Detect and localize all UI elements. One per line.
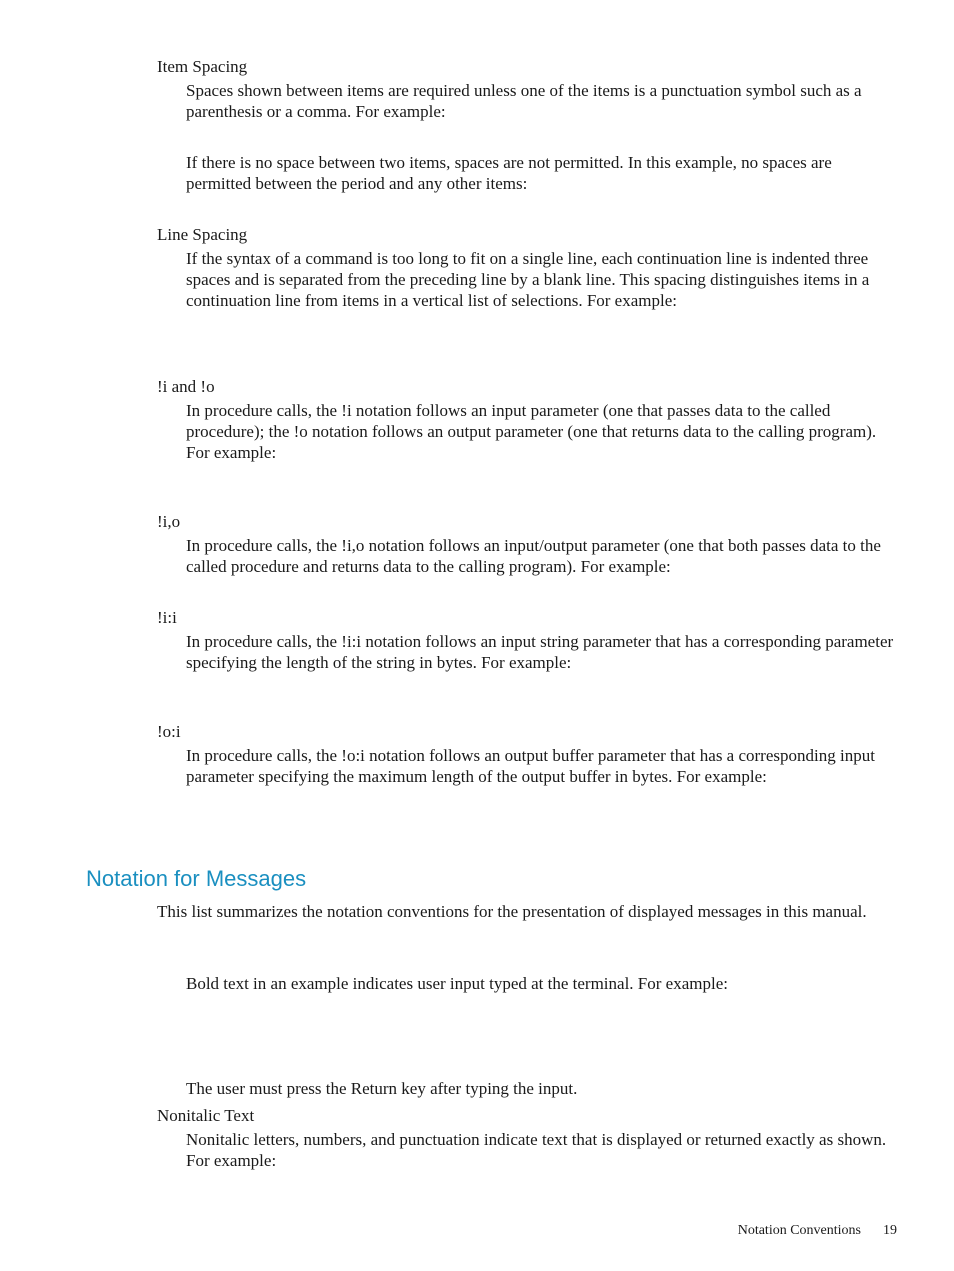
nonitalic-text-description: Nonitalic letters, numbers, and punctuation indicate text that is displayed or returned exactly as shown. For example: bbox=[186, 1130, 887, 1170]
term-input-string-notation: !i:i bbox=[157, 608, 177, 627]
bold-text-description: Bold text in an example indicates user input typed at the terminal. For example: bbox=[186, 974, 728, 993]
section-heading-notation-for-messages: Notation for Messages bbox=[86, 866, 307, 891]
term-input-output-notation: !i and !o bbox=[157, 377, 215, 396]
messages-section-intro: This list summarizes the notation conventions for the presentation of displayed messages in this manual. bbox=[157, 902, 867, 921]
input-string-notation-description: In procedure calls, the !i:i notation follows an input string parameter that has a corresponding parameter specifying the length of the string in bytes. For example: bbox=[186, 632, 894, 672]
input-output-combined-description: In procedure calls, the !i,o notation follows an input/output parameter (one that both passes data to the called procedure and returns data to the calling program). For example: bbox=[186, 536, 881, 576]
term-line-spacing: Line Spacing bbox=[157, 225, 248, 244]
item-spacing-description: Spaces shown between items are required unless one of the items is a punctuation symbol such as a parenthesis or a comma. For example: bbox=[186, 81, 862, 121]
item-spacing-no-space-note: If there is no space between two items, spaces are not permitted. In this example, no spaces are permitted between the period and any other items: bbox=[186, 153, 832, 193]
term-output-buffer-notation: !o:i bbox=[157, 722, 181, 741]
term-input-output-combined-notation: !i,o bbox=[157, 512, 181, 531]
term-nonitalic-text: Nonitalic Text bbox=[157, 1106, 255, 1125]
return-key-note: The user must press the Return key after typing the input. bbox=[186, 1079, 578, 1098]
page-footer bbox=[600, 1222, 897, 1240]
input-output-notation-description: In procedure calls, the !i notation follows an input parameter (one that passes data to the called procedure); the !o notation follows an output parameter (one that returns data to the calling program). For example: bbox=[186, 401, 877, 462]
line-spacing-description: If the syntax of a command is too long to fit on a single line, each continuation line is indented three spaces and is separated from the preceding line by a blank line. This spacing distinguishes items in a continuation line from items in a vertical list of selections. For example: bbox=[186, 249, 870, 310]
footer-section-title: Notation Conventions bbox=[737, 1223, 861, 1238]
output-buffer-notation-description: In procedure calls, the !o:i notation follows an output buffer parameter that has a corresponding input parameter specifying the maximum length of the output buffer in bytes. For example: bbox=[186, 746, 875, 786]
term-item-spacing: Item Spacing bbox=[157, 57, 248, 76]
page-number: 19 bbox=[883, 1223, 897, 1238]
